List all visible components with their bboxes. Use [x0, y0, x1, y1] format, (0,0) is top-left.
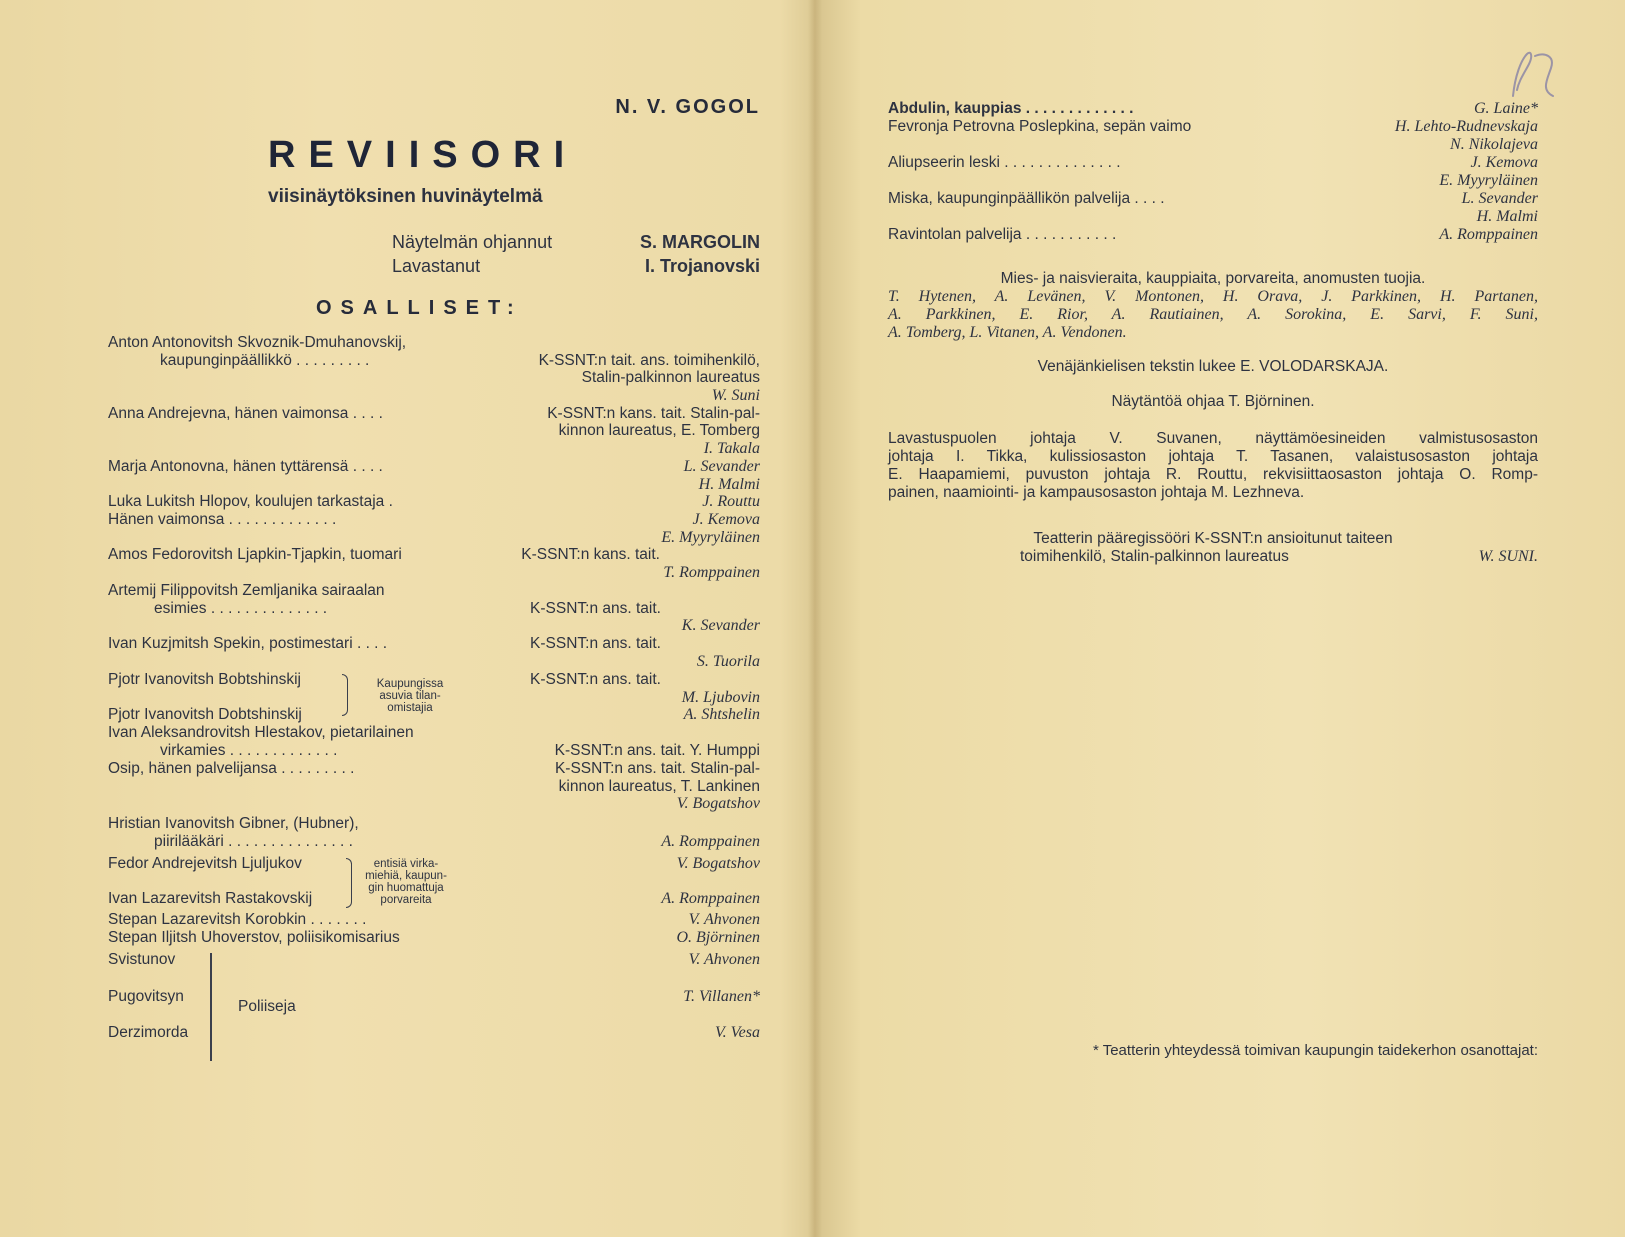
- cast-actor: A. Shtshelin: [683, 706, 760, 723]
- cast-role: Anna Andrejevna, hänen vaimonsa . . . .: [108, 405, 383, 422]
- brace: [342, 674, 348, 716]
- play-title: REVIISORI: [268, 134, 578, 176]
- cast-actor: S. Tuorila: [696, 653, 760, 670]
- center-fold: [808, 0, 822, 1237]
- cast-role: Ivan Aleksandrovitsh Hlestakov, pietarilainen: [108, 724, 414, 741]
- cast-actor: K-SSNT:n kans. tait.: [521, 546, 660, 563]
- role-group-note: [360, 858, 452, 906]
- cast-actor: I. Takala: [703, 440, 760, 457]
- credit-value: S. MARGOLIN: [640, 232, 760, 252]
- director-line: Teatterin pääregissööri K-SSNT:n ansioitunut taiteen: [1033, 530, 1393, 547]
- cast-role: esimies . . . . . . . . . . . . . .: [154, 600, 328, 617]
- cast-role: piirilääkäri . . . . . . . . . . . . . . .: [154, 833, 353, 850]
- note-line: Kaupungissa: [376, 678, 444, 690]
- cast-actor: L. Sevander: [683, 458, 760, 475]
- cast-actor: K-SSNT:n ans. tait.: [530, 600, 661, 617]
- cast-role: Pjotr Ivanovitsh Bobtshinskij: [108, 671, 301, 688]
- cast-actor: N. Nikolajeva: [1450, 136, 1538, 153]
- note-line: asuvia tilan-: [379, 690, 441, 702]
- cast-role: Pjotr Ivanovitsh Dobtshinskij: [108, 706, 302, 723]
- cast-role: Abdulin, kauppias . . . . . . . . . . . . .: [888, 100, 1134, 117]
- cast-role: kaupunginpäällikkö . . . . . . . . .: [160, 352, 370, 369]
- credit-label: Lavastanut: [392, 256, 481, 276]
- cast-role: Svistunov: [108, 951, 176, 968]
- staff-line: johtaja I. Tikka, kulissiosaston johtaja T. Tasanen, valaistusosaston johtaja: [888, 448, 1538, 465]
- cast-actor: H. Malmi: [698, 476, 760, 493]
- cast-role: Stepan Iljitsh Uhoverstov, poliisikomisarius: [108, 929, 400, 946]
- cast-role: Aliupseerin leski . . . . . . . . . . . . . .: [888, 154, 1121, 171]
- cast-actor: H. Malmi: [1476, 208, 1538, 225]
- cast-actor: V. Vesa: [714, 1024, 760, 1041]
- cast-actor: Stalin-palkinnon laureatus: [581, 369, 760, 386]
- cast-role: Miska, kaupunginpäällikön palvelija . . . .: [888, 190, 1165, 207]
- note-line: omistajia: [387, 702, 433, 714]
- note-line: entisiä virka-: [373, 858, 439, 870]
- cast-role: Amos Fedorovitsh Ljapkin-Tjapkin, tuomari: [108, 546, 402, 563]
- reader-line: Venäjänkielisen tekstin lukee E. VOLODARSKAJA.: [1037, 358, 1389, 375]
- cast-actor: V. Ahvonen: [688, 911, 760, 928]
- credit-director: [392, 232, 760, 256]
- cast-actor: A. Romppainen: [661, 833, 760, 850]
- cast-actor: K-SSNT:n kans. tait. Stalin-pal-: [547, 405, 760, 422]
- cast-actor: M. Ljubovin: [681, 689, 760, 706]
- cast-role: Marja Antonovna, hänen tyttärensä . . . .: [108, 458, 383, 475]
- extras-list: [888, 288, 1538, 342]
- role-group-note: Poliiseja: [238, 998, 296, 1015]
- cast-actor: W. Suni: [711, 387, 760, 404]
- credit-label: Näytelmän ohjannut: [392, 232, 553, 252]
- cast-role: Fevronja Petrovna Poslepkina, sepän vaimo: [888, 118, 1192, 135]
- staff-line: E. Haapamiemi, puvuston johtaja R. Routtu, rekvisiittaosaston johtaja O. Romp-: [888, 466, 1538, 483]
- cast-role: Pugovitsyn: [108, 988, 184, 1005]
- note-line: porvareita: [380, 894, 432, 906]
- cast-actor: kinnon laureatus, E. Tomberg: [558, 422, 760, 439]
- cast-actor: J. Routtu: [702, 493, 760, 510]
- extras-line: T. Hytenen, A. Levänen, V. Montonen, H. Orava, J. Parkkinen, H. Partanen,: [888, 288, 1538, 305]
- note-line: miehiä, kaupun-: [365, 870, 447, 882]
- cast-actor: J. Kemova: [1470, 154, 1538, 171]
- cast-role: Derzimorda: [108, 1024, 189, 1041]
- cast-role: Ivan Kuzjmitsh Spekin, postimestari . . . .: [108, 635, 388, 652]
- cast-actor: T. Romppainen: [663, 564, 760, 581]
- extras-heading: Mies- ja naisvieraita, kauppiaita, porvareita, anomusten tuojia.: [1000, 270, 1426, 287]
- director-line: toimihenkilö, Stalin-palkinnon laureatus: [1020, 548, 1289, 565]
- left-page: [98, 0, 760, 1237]
- staff-paragraph: [888, 430, 1538, 502]
- author: N. V. GOGOL: [615, 96, 760, 118]
- cast-role: Anton Antonovitsh Skvoznik-Dmuhanovskij,: [108, 334, 407, 351]
- cast-actor: J. Kemova: [692, 511, 760, 528]
- cast-actor: O. Björninen: [676, 929, 760, 946]
- cast-role: Hristian Ivanovitsh Gibner, (Hubner),: [108, 815, 359, 832]
- cast-actor: A. Romppainen: [1439, 226, 1538, 243]
- cast-actor: V. Bogatshov: [676, 855, 760, 872]
- cast-role: Hänen vaimonsa . . . . . . . . . . . . .: [108, 511, 337, 528]
- director-name: W. SUNI.: [1478, 548, 1538, 565]
- cast-role: Stepan Lazarevitsh Korobkin . . . . . . .: [108, 911, 367, 928]
- cast-heading: OSALLISET:: [316, 297, 523, 319]
- staff-line: Lavastuspuolen johtaja V. Suvanen, näyttämöesineiden valmistusosaston: [888, 430, 1538, 447]
- group-bracket-line: [210, 953, 212, 1061]
- cast-actor: H. Lehto-Rudnevskaja: [1394, 118, 1538, 135]
- credit-value: I. Trojanovski: [644, 256, 760, 276]
- staff-line: painen, naamiointi- ja kampausosaston johtaja M. Lezhneva.: [888, 484, 1305, 501]
- cast-actor: K. Sevander: [681, 617, 760, 634]
- cast-actor: kinnon laureatus, T. Lankinen: [558, 778, 760, 795]
- play-subtitle: viisinäytöksinen huvinäytelmä: [268, 186, 543, 207]
- cast-role: Fedor Andrejevitsh Ljuljukov: [108, 855, 302, 872]
- cast-role: Osip, hänen palvelijansa . . . . . . . . .: [108, 760, 355, 777]
- cast-role: Ravintolan palvelija . . . . . . . . . . .: [888, 226, 1117, 243]
- cast-actor: A. Romppainen: [661, 890, 760, 907]
- cast-actor: K-SSNT:n ans. tait. Stalin-pal-: [554, 760, 760, 777]
- extras-line: A. Parkkinen, E. Rior, A. Rautiainen, A. Sorokina, E. Sarvi, F. Suni,: [888, 306, 1538, 323]
- brace: [346, 858, 352, 908]
- cast-actor: L. Sevander: [1461, 190, 1538, 207]
- conductor-line: Näytäntöä ohjaa T. Björninen.: [1111, 393, 1315, 410]
- cast-actor: K-SSNT:n ans. tait.: [530, 671, 661, 688]
- role-group-note: [366, 678, 454, 714]
- cast-role: Artemij Filippovitsh Zemljanika sairaalan: [108, 582, 385, 599]
- cast-actor: K-SSNT:n tait. ans. toimihenkilö,: [538, 352, 760, 369]
- handwritten-mark: [1505, 46, 1565, 106]
- cast-actor: E. Myyryläinen: [661, 529, 760, 546]
- cast-actor: G. Laine*: [1474, 100, 1538, 117]
- credit-designer: [392, 256, 760, 280]
- cast-role: Luka Lukitsh Hlopov, koulujen tarkastaja .: [108, 493, 393, 510]
- note-line: gin huomattuja: [368, 882, 444, 894]
- cast-actor: E. Myyryläinen: [1439, 172, 1538, 189]
- cast-actor: V. Bogatshov: [676, 795, 760, 812]
- extras-line: A. Tomberg, L. Vitanen, A. Vendonen.: [888, 324, 1127, 341]
- right-page: [888, 0, 1538, 1237]
- cast-actor: V. Ahvonen: [688, 951, 760, 968]
- cast-role: Ivan Lazarevitsh Rastakovskij: [108, 890, 313, 907]
- cast-actor: T. Villanen*: [683, 988, 760, 1005]
- cast-role: virkamies . . . . . . . . . . . . .: [160, 742, 338, 759]
- cast-actor: K-SSNT:n ans. tait. Y. Humppi: [554, 742, 760, 759]
- footnote: * Teatterin yhteydessä toimivan kaupungin taidekerhon osanottajat:: [1092, 1042, 1538, 1059]
- cast-actor: K-SSNT:n ans. tait.: [530, 635, 661, 652]
